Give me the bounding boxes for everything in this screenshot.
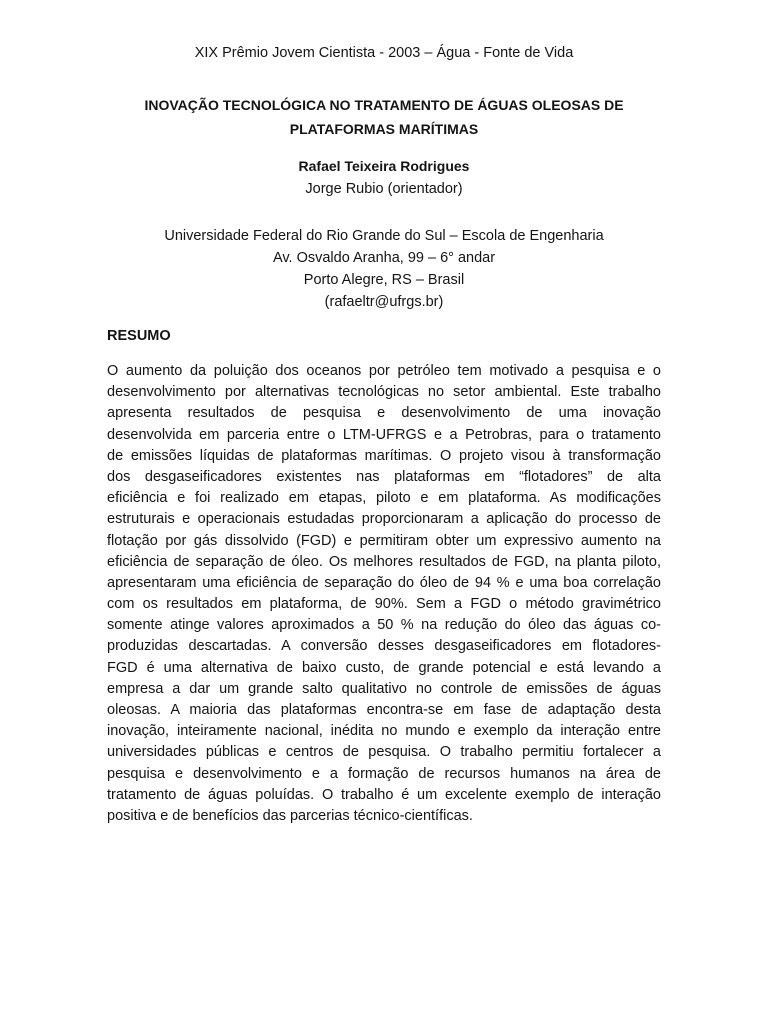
- abstract-line: universidades públicas e centros de pesquisa. O trabalho permitiu fortalecer a: [107, 744, 661, 761]
- author-name: Rafael Teixeira Rodrigues: [298, 158, 470, 174]
- paper-title: [0, 93, 768, 141]
- affiliation-email: (rafaeltr@ufrgs.br): [324, 294, 444, 310]
- abstract-line: com os resultados em plataforma, de 90%. Sem a FGD o método gravimétrico: [107, 596, 661, 613]
- affiliation-institution: Universidade Federal do Rio Grande do Sul – Escola de Engenharia: [164, 228, 604, 244]
- abstract-line: de emissões líquidas de plataformas marítimas. O projeto visou à transformação: [107, 447, 661, 464]
- advisor-name: Jorge Rubio (orientador): [305, 181, 463, 197]
- abstract-line: oleosas. A maioria das plataformas encontra-se em fase de adaptação desta: [107, 702, 661, 718]
- abstract-line: O aumento da poluição dos oceanos por petróleo tem motivado a pesquisa e o: [107, 363, 661, 379]
- abstract-line: eficiência e foi realizado em etapas, piloto e em plataforma. As modificações: [107, 490, 661, 507]
- abstract-body: [107, 361, 661, 827]
- abstract-line: apresenta resultados de pesquisa e desenvolvimento de uma inovação: [107, 405, 661, 422]
- abstract-line: desenvolvimento por alternativas tecnológicas no setor ambiental. Este trabalho: [107, 384, 661, 401]
- abstract-line: tratamento de águas poluídas. O trabalho é um excelente exemplo de interação: [107, 786, 661, 803]
- paper-title-line-2: PLATAFORMAS MARÍTIMAS: [289, 121, 479, 137]
- abstract-line: FGD é uma alternativa de baixo custo, de grande potencial e está levando a: [107, 659, 661, 676]
- abstract-line: eficiência de separação de óleo. Os melhores resultados de FGD, na planta piloto,: [107, 553, 661, 570]
- abstract-line: estruturais e operacionais estudadas proporcionaram a aplicação do processo de: [107, 511, 661, 528]
- abstract-line: positiva e de benefícios das parcerias técnico-científicas.: [107, 807, 473, 824]
- abstract-line: dos desgaseificadores existentes nas plataformas em “flotadores” de alta: [107, 468, 661, 485]
- abstract-line: desenvolvida em parceria entre o LTM-UFRGS e a Petrobras, para o tratamento: [107, 426, 661, 443]
- paper-title-line-1: INOVAÇÃO TECNOLÓGICA NO TRATAMENTO DE ÁGUAS OLEOSAS DE: [144, 97, 624, 113]
- abstract-line: pesquisa e desenvolvimento e a formação de recursos humanos na área de: [107, 765, 661, 782]
- affiliation-address: Av. Osvaldo Aranha, 99 – 6° andar: [272, 250, 496, 266]
- affiliation-block: [0, 225, 768, 313]
- abstract-line: flotação por gás dissolvido (FGD) e permitiram obter um expressivo aumento na: [107, 532, 661, 549]
- affiliation-city: Porto Alegre, RS – Brasil: [303, 272, 465, 288]
- abstract-line: somente atinge valores aproximados a 50 % na redução do óleo das águas co-: [107, 617, 661, 634]
- abstract-line: empresa a dar um grande salto qualitativo no controle de emissões de águas: [107, 680, 661, 697]
- abstract-heading: RESUMO: [107, 328, 171, 344]
- abstract-line: produzidas descartadas. A conversão desses desgaseificadores em flotadores-: [107, 638, 661, 655]
- abstract-line: inovação, inteiramente nacional, inédita no mundo e exemplo da interação entre: [107, 723, 661, 740]
- abstract-line: apresentaram uma eficiência de separação do óleo de 94 % e uma boa correlação: [107, 574, 661, 591]
- conference-header: XIX Prêmio Jovem Cientista - 2003 – Água - Fonte de Vida: [194, 45, 574, 61]
